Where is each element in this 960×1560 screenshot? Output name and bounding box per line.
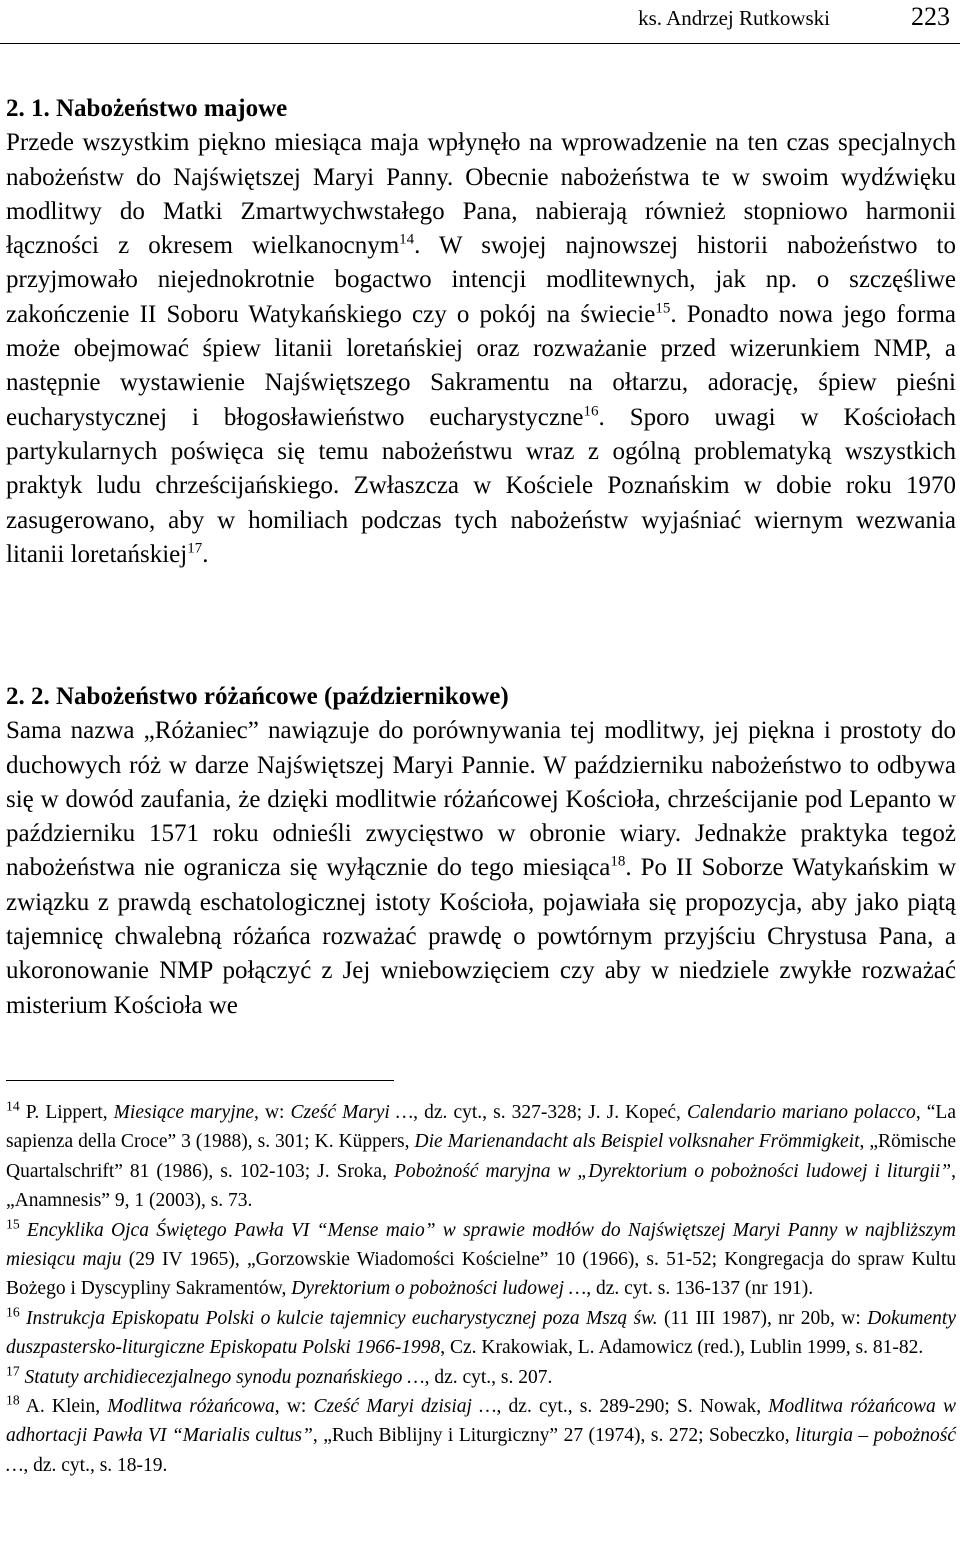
footnote-title: Dokumenty duszpastersko-liturgiczne Episkopatu Polski 1966-1998 bbox=[6, 1307, 956, 1359]
section-paragraph bbox=[6, 714, 956, 1023]
section-heading bbox=[6, 680, 956, 714]
footnote-15 bbox=[6, 1216, 956, 1304]
footnote-text: (11 III 1987), nr 20b, w: bbox=[657, 1307, 868, 1329]
text-segment: Przede wszystkim piękno miesiąca maja wpłynęło na wprowadzenie na ten czas specjalnych nabożeństw do Najświętszej Maryi Panny. Obecnie nabożeństwa te w swoim wydźwięku modlitwy do Matki Zmartwychwstałego Pana, nabierają również stopniowo harmonii łączności z okresem wielkanocnym bbox=[6, 129, 956, 260]
footnote-title: Cześć Maryi … bbox=[290, 1102, 414, 1123]
footnote-text: , Cz. Krakowiak, L. Adamowicz (red.), Lublin 1999, s. 81-82. bbox=[440, 1337, 924, 1359]
footnote-17 bbox=[6, 1363, 956, 1392]
footnote-text: , „Anamnesis” 9, 1 (2003), s. 73. bbox=[6, 1160, 956, 1212]
footnote-number: 17 bbox=[6, 1363, 20, 1379]
footnote-number: 14 bbox=[6, 1098, 20, 1114]
footnote-text: , w: bbox=[274, 1396, 314, 1418]
footnote-title: Miesiące maryjne bbox=[113, 1102, 255, 1123]
footnote-number: 18 bbox=[6, 1392, 20, 1408]
footnote-title: Pobożność maryjna w „Dyrektorium o pobożności ludowej i liturgii” bbox=[393, 1160, 952, 1182]
footnote-text: (29 IV 1965), „Gorzowskie Wiadomości Kościelne” 10 (1966), s. 51-52; Kongregacja do spraw Kultu Bożego i Dyscypliny Sakramentów, bbox=[6, 1249, 956, 1300]
footnote-title: Dyrektorium o pobożności ludowej … bbox=[291, 1278, 587, 1300]
text-segment: . bbox=[202, 540, 209, 568]
section-paragraph bbox=[6, 126, 956, 572]
footnote-title: liturgia – pobożność … bbox=[6, 1425, 956, 1476]
section-title: Nabożeństwo majowe bbox=[56, 95, 288, 122]
footnote-title: Die Marienandacht als Beispiel volksnaher Frömmigkeit bbox=[414, 1131, 860, 1153]
footnote-ref[interactable]: 14 bbox=[399, 231, 415, 248]
footnote-ref[interactable]: 15 bbox=[655, 300, 671, 317]
section-heading bbox=[6, 92, 956, 126]
text-segment: . W swojej najnowszej historii nabożeństwo to przyjmowało niejednokrotnie bogactwo intencji modlitewnych, jak np. o szczęśliwe zakończenie II Soboru Watykańskiego czy o pokój na świecie bbox=[6, 232, 956, 328]
section-rosary-devotion bbox=[6, 680, 956, 1023]
section-number: 2. 2. bbox=[6, 683, 50, 710]
footnote-16 bbox=[6, 1304, 956, 1363]
footnote-title: Instrukcja Episkopatu Polski o kulcie tajemnicy eucharystycznej poza Mszą św. bbox=[19, 1307, 658, 1329]
text-segment: . Po II Soborze Watykańskim w związku z prawdą eschatologicznej istoty Kościoła, pojawiała się propozycja, aby jako piątą tajemnicę chwalebną różańca rozważać prawdę o powtórnym przyjściu Chrystusa Pana, a ukoronowanie NMP połączyć z Jej wniebowzięciem czy aby w niedziele zwykłe rozważać misterium Kościoła we bbox=[6, 854, 957, 1019]
footnote-ref[interactable]: 16 bbox=[583, 403, 599, 420]
footnote-title: Modlitwa różańcowa w adhortacji Pawła VI “Marialis cultus” bbox=[6, 1396, 956, 1447]
section-number: 2. 1. bbox=[6, 95, 50, 122]
text-segment: . Sporo uwagi w Kościołach partykularnych poświęca się temu nabożeństwu wraz z ogólną problematyką wszystkich praktyk ludu chrześcijańskiego. Zwłaszcza w Kościele Poznańskim w dobie roku 1970 zasugerowano, aby w homiliach podczas tych nabożeństw wyjaśniać wiernym wezwania litanii loretańskiej bbox=[6, 403, 957, 568]
footnote-text: , dz. cyt. s. 136-137 (nr 191). bbox=[586, 1278, 814, 1300]
footnote-text: P. Lippert, bbox=[19, 1102, 114, 1123]
footnote-title: Encyklika Ojca Świętego Pawła VI “Mense maio” w sprawie modłów do Najświętszej Maryi Panny w najbliższym miesiącu maju bbox=[6, 1219, 956, 1271]
footnotes bbox=[6, 1098, 956, 1480]
footnote-text: , „Ruch Biblijny i Liturgiczny” 27 (1974), s. 272; Sobeczko, bbox=[312, 1425, 796, 1447]
footnote-ref[interactable]: 17 bbox=[187, 540, 203, 557]
footnote-text: , dz. cyt., s. 327-328; J. J. Kopeć, bbox=[413, 1102, 688, 1123]
footnote-text: , dz. cyt., s. 207. bbox=[424, 1366, 553, 1388]
footnote-number: 15 bbox=[6, 1216, 20, 1232]
running-header bbox=[0, 0, 960, 44]
header-rule bbox=[0, 43, 960, 44]
footnote-title: Modlitwa różańcowa bbox=[107, 1396, 275, 1418]
footnote-number: 16 bbox=[6, 1304, 20, 1320]
footnote-ref[interactable]: 18 bbox=[610, 854, 626, 871]
footnote-text: , “La sapienza della Croce” 3 (1988), s. 301; K. Küppers, bbox=[6, 1102, 956, 1153]
header-author: ks. Andrzej Rutkowski bbox=[638, 6, 830, 30]
footnote-text: A. Klein, bbox=[19, 1396, 108, 1418]
footnote-text: , „Römische Quartalschrift” 81 (1986), s. 102-103; J. Sroka, bbox=[6, 1131, 956, 1182]
footnote-separator bbox=[6, 1080, 394, 1081]
text-segment: Sama nazwa „Różaniec” nawiązuje do porównywania tej modlitwy, jej piękna i prostoty do duchowych róż w darze Najświętszej Maryi Pannie. W październiku nabożeństwo to odbywa się w dowód zaufania, że dzięki modlitwie różańcowej Kościoła, chrześcijanie pod Lepanto w październiku 1571 roku odnieśli zwycięstwo w obronie wiary. Jednakże praktyka tegoż nabożeństwa nie ogranicza się wyłącznie do tego miesiąca bbox=[6, 717, 956, 882]
footnote-text: , w: bbox=[254, 1102, 291, 1123]
footnote-14 bbox=[6, 1098, 956, 1216]
section-may-devotion bbox=[6, 92, 956, 572]
section-title: Nabożeństwo różańcowe (październikowe) bbox=[56, 683, 509, 710]
page-number: 223 bbox=[911, 2, 950, 31]
text-segment: . Ponadto nowa jego forma może obejmować śpiew litanii loretańskiej oraz rozważanie przed wizerunkiem NMP, a następnie wystawienie Najświętszego Sakramentu na ołtarzu, adorację, śpiew pieśni eucharystycznej i błogosławieństwo eucharystyczne bbox=[6, 300, 956, 431]
footnote-title: Cześć Maryi dzisiaj … bbox=[313, 1396, 497, 1418]
footnote-title: Statuty archidiecezjalnego synodu poznańskiego … bbox=[19, 1366, 425, 1388]
footnote-text: , dz. cyt., s. 18-19. bbox=[23, 1454, 168, 1476]
footnote-18 bbox=[6, 1392, 956, 1480]
footnote-text: , dz. cyt., s. 289-290; S. Nowak, bbox=[496, 1396, 769, 1418]
footnote-title: Calendario mariano polacco bbox=[687, 1102, 916, 1123]
